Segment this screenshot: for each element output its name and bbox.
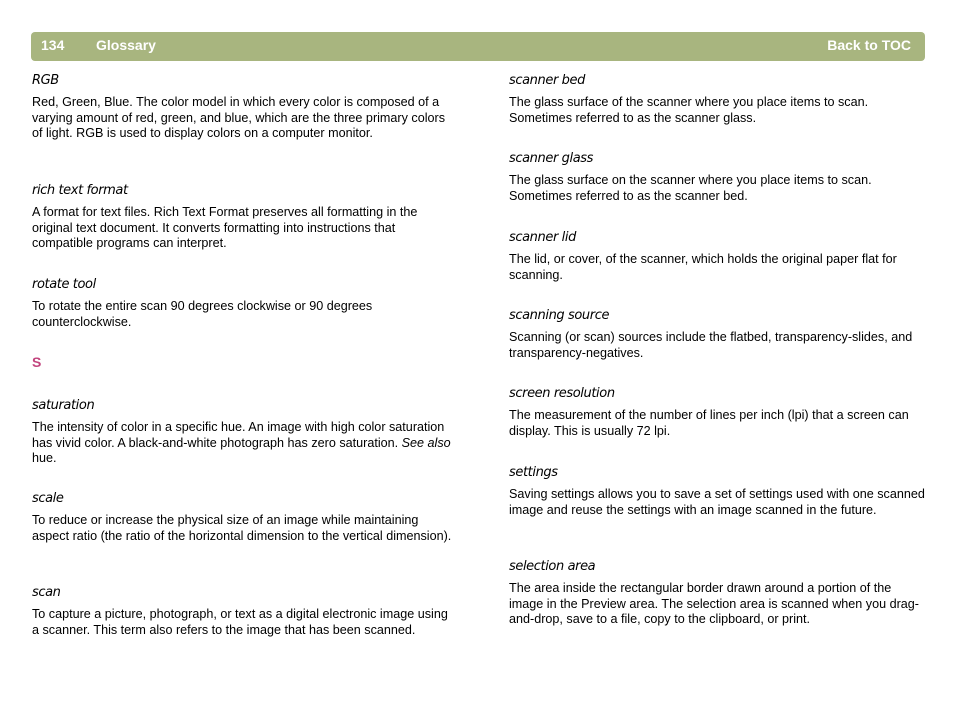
glossary-entry-scanning-source	[509, 307, 929, 361]
glossary-term: RGB	[32, 73, 59, 88]
glossary-term: saturation	[32, 398, 95, 413]
glossary-entry-scanner-glass	[509, 150, 929, 204]
glossary-definition: Saving settings allows you to save a set of settings used with one scanned image and reuse the settings with an image scanned in the future.	[509, 487, 925, 517]
glossary-definition: Red, Green, Blue. The color model in which every color is composed of a varying amount of red, green, and blue, which are the three primary colors of light. RGB is used to display colors on a computer monitor.	[32, 95, 446, 141]
glossary-term: selection area	[509, 559, 596, 574]
glossary-definition: The measurement of the number of lines per inch (lpi) that a screen can display. This is usually 72 lpi.	[509, 408, 909, 438]
back-to-toc-link[interactable]: Back to TOC	[827, 37, 911, 53]
definition-text: The intensity of color in a specific hue. An image with high color saturation has vivid color. A black-and-white photograph has zero saturation.	[32, 420, 445, 450]
glossary-term: scanner glass	[509, 151, 594, 166]
glossary-term: scan	[32, 585, 61, 600]
glossary-definition: To rotate the entire scan 90 degrees clockwise or 90 degrees counterclockwise.	[32, 299, 373, 329]
glossary-term: rotate tool	[32, 277, 96, 292]
glossary-entry-scan	[32, 584, 452, 638]
glossary-definition: The glass surface of the scanner where you place items to scan. Sometimes referred to as the scanner glass.	[509, 95, 869, 125]
glossary-definition: The lid, or cover, of the scanner, which holds the original paper flat for scanning.	[509, 252, 897, 282]
see-also-target: hue.	[32, 451, 57, 466]
glossary-term: scanner lid	[509, 230, 576, 245]
glossary-term: scanning source	[509, 308, 610, 323]
glossary-definition	[32, 420, 452, 467]
glossary-term: rich text format	[32, 183, 128, 198]
glossary-definition: The area inside the rectangular border drawn around a portion of the image in the Preview area. The selection area is scanned when you drag-and-drop, save to a file, copy to the clipboard, or print.	[509, 581, 919, 627]
glossary-entry-scanner-lid	[509, 229, 929, 283]
glossary-entry-saturation	[32, 397, 452, 467]
glossary-entry-rotate-tool	[32, 276, 452, 330]
glossary-term: scanner bed	[509, 73, 585, 88]
glossary-entry-scale	[32, 490, 452, 544]
page-header-bar	[31, 32, 925, 61]
glossary-entry-settings	[509, 464, 929, 518]
glossary-definition: To capture a picture, photograph, or text as a digital electronic image using a scanner. This term also refers to the image that has been scanned.	[32, 607, 448, 637]
glossary-definition: Scanning (or scan) sources include the flatbed, transparency-slides, and transparency-negatives.	[509, 330, 913, 360]
glossary-definition: A format for text files. Rich Text Format preserves all formatting in the original text document. It converts formatting into instructions that compatible programs can interpret.	[32, 205, 418, 251]
glossary-entry-selection-area	[509, 558, 929, 628]
glossary-entry-rich-text-format	[32, 182, 452, 252]
glossary-definition: The glass surface on the scanner where you place items to scan. Sometimes referred to as the scanner bed.	[509, 173, 872, 203]
see-also-label: See also	[401, 435, 451, 450]
page-number: 134	[41, 37, 65, 53]
section-letter-heading	[32, 353, 452, 371]
glossary-term: screen resolution	[509, 386, 615, 401]
section-title: Glossary	[96, 37, 156, 53]
section-letter: S	[32, 354, 42, 370]
glossary-term: settings	[509, 465, 558, 480]
glossary-entry-screen-resolution	[509, 385, 929, 439]
glossary-term: scale	[32, 491, 64, 506]
glossary-entry-scanner-bed	[509, 72, 929, 126]
glossary-definition: To reduce or increase the physical size of an image while maintaining aspect ratio (the ratio of the horizontal dimension to the vertical dimension).	[32, 513, 452, 543]
glossary-entry-rgb	[32, 72, 452, 142]
